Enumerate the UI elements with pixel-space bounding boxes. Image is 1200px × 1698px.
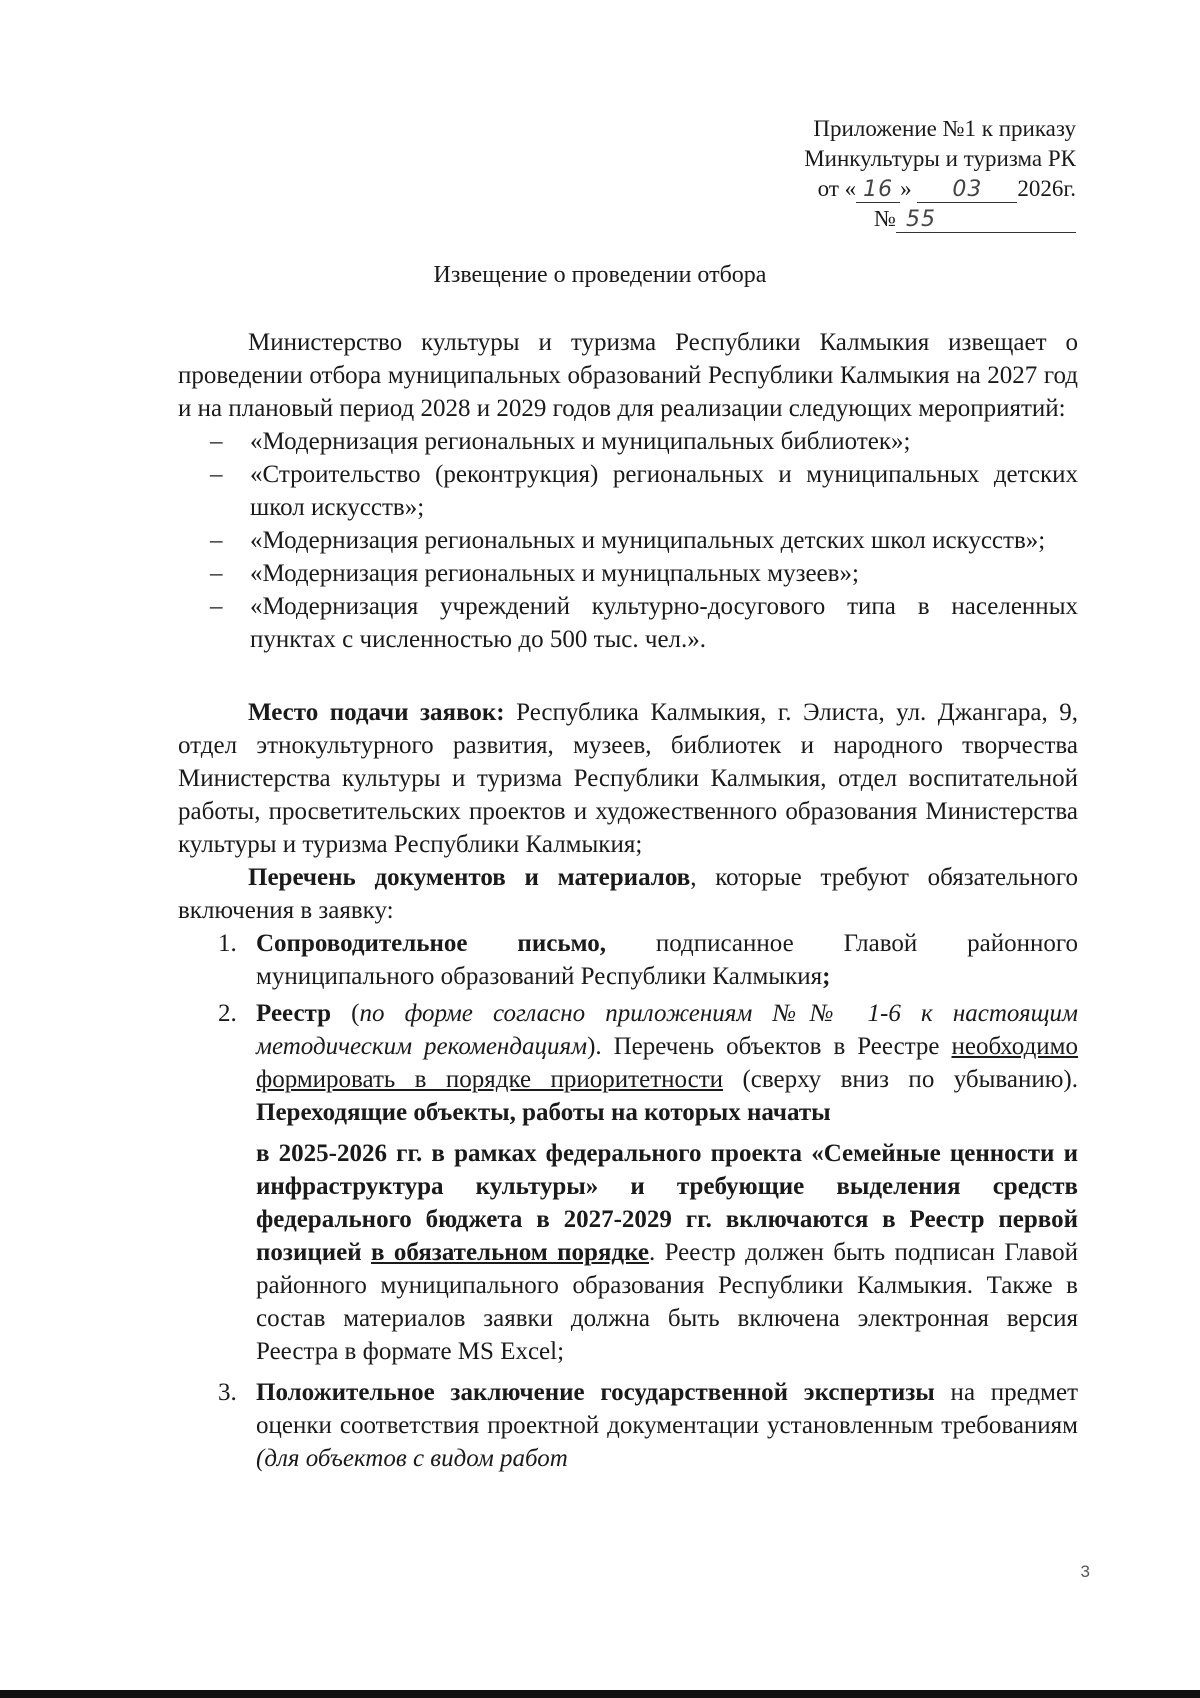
dash-marker: – bbox=[210, 428, 223, 455]
date-mid: » bbox=[900, 176, 912, 201]
place-label: Место подачи заявок: bbox=[248, 699, 505, 726]
date-prefix: от « bbox=[817, 176, 857, 201]
number-label: № bbox=[874, 206, 896, 231]
appendix-date bbox=[804, 174, 1076, 204]
dash-marker: – bbox=[210, 593, 223, 620]
list-item bbox=[178, 458, 1078, 524]
place-text: Республика Калмыкия, г. Элиста, ул. Джангара, 9, отдел этнокультурного развития, музеев, библиотек и народного творчества Министерства культуры и туризма Республики Калмыкия, отдел воспитательной работы, просветительских проектов и художественного образования Министерства культуры и туризма Республики Калмыкия; bbox=[178, 699, 1079, 858]
document-title: Извещение о проведении отбора bbox=[433, 262, 767, 288]
item-italic: по форме согласно приложениям №№ 1-6 к настоящим методическим рекомендациям bbox=[256, 1000, 1078, 1060]
page-number: 3 bbox=[1080, 1562, 1090, 1581]
item-text: подписанное Главой районного муниципального образований Республики Калмыкия bbox=[256, 930, 1078, 990]
dash-marker: – bbox=[210, 461, 223, 488]
activities-list bbox=[178, 425, 1078, 656]
list-item bbox=[178, 590, 1078, 656]
list-item bbox=[178, 1376, 1078, 1475]
activity-text: «Модернизация региональных и муницпальных музеев»; bbox=[250, 560, 859, 587]
item-text-2: (сверху вниз по убыванию). bbox=[723, 1066, 1078, 1093]
activity-text: «Модернизация региональных и муниципальных детских школ искусств»; bbox=[250, 527, 1046, 554]
document-body bbox=[178, 326, 1078, 1475]
item-bold: Сопроводительное письмо, bbox=[256, 930, 606, 957]
appendix-line-2: Минкультуры и туризма РК bbox=[804, 146, 1076, 171]
list-item bbox=[178, 557, 1078, 590]
appendix-number bbox=[804, 204, 1076, 234]
item-bold: Реестр bbox=[256, 1000, 332, 1027]
docs-intro-text: , которые требуют обязательного включения в заявку: bbox=[178, 864, 1078, 924]
list-item bbox=[178, 425, 1078, 458]
list-item bbox=[178, 524, 1078, 557]
item-bold-2: Переходящие объекты, работы на которых начаты bbox=[256, 1099, 831, 1126]
item-number: 1. bbox=[218, 930, 237, 957]
activity-text: «Строительство (реконтрукция) региональных и муниципальных детских школ искусств»; bbox=[250, 461, 1078, 521]
item-italic: (для объектов с видом работ bbox=[256, 1445, 568, 1472]
item-bold-underline: в обязательном порядке bbox=[371, 1239, 649, 1266]
item-underline: необходимо формировать в порядке приоритетности bbox=[256, 1033, 1078, 1093]
date-day-handwritten: 16 bbox=[856, 178, 900, 203]
date-month-handwritten: 03 bbox=[917, 178, 1017, 203]
list-item bbox=[178, 997, 1078, 1368]
appendix-line-1: Приложение №1 к приказу bbox=[813, 116, 1076, 141]
spacer bbox=[178, 656, 1078, 696]
scan-edge-bar bbox=[0, 1690, 1200, 1698]
item-text-1: ). Перечень объектов в Реестре bbox=[587, 1033, 952, 1060]
item-number: 2. bbox=[218, 1000, 237, 1027]
item-end: ; bbox=[822, 963, 831, 990]
list-item bbox=[178, 927, 1078, 993]
intro-paragraph: Министерство культуры и туризма Республики Калмыкия извещает о проведении отбора муниципальных образований Республики Калмыкия на 2027 год и на плановый период 2028 и 2029 годов для реализации следующих мероприятий: bbox=[178, 329, 1078, 422]
dash-marker: – bbox=[210, 560, 223, 587]
dash-marker: – bbox=[210, 527, 223, 554]
item-paren: ( bbox=[331, 1000, 360, 1027]
item-number: 3. bbox=[218, 1379, 237, 1406]
docs-intro-paragraph bbox=[178, 861, 1078, 927]
documents-list bbox=[178, 927, 1078, 1475]
item-bold-3: в 2025-2026 гг. в рамках федерального проекта «Семейные ценности и инфраструктура культуры» и требующие выделения средств федерального бюджета в 2027-2029 гг. включаются в Реестр первой позицией bbox=[256, 1140, 1078, 1266]
place-paragraph bbox=[178, 696, 1078, 861]
item-text: на предмет оценки соответствия проектной документации установленным требованиям bbox=[256, 1379, 1078, 1439]
activity-text: «Модернизация региональных и муниципальных библиотек»; bbox=[250, 428, 911, 455]
number-handwritten: 55 bbox=[896, 208, 1076, 233]
item-bold: Положительное заключение государственной экспертизы bbox=[256, 1379, 935, 1406]
activity-text: «Модернизация учреждений культурно-досугового типа в населенных пунктах с численностью до 500 тыс. чел.». bbox=[250, 593, 1078, 653]
item-continuation bbox=[256, 1137, 1078, 1368]
date-year: 2026г. bbox=[1017, 176, 1076, 201]
docs-intro-label: Перечень документов и материалов bbox=[248, 864, 691, 891]
appendix-header bbox=[804, 114, 1076, 234]
item-text-3: . Реестр должен быть подписан Главой районного муниципального образования Республики Калмыкия. Также в состав материалов заявки должна быть включена электронная версия Реестра в формате MS Excel; bbox=[256, 1239, 1078, 1365]
